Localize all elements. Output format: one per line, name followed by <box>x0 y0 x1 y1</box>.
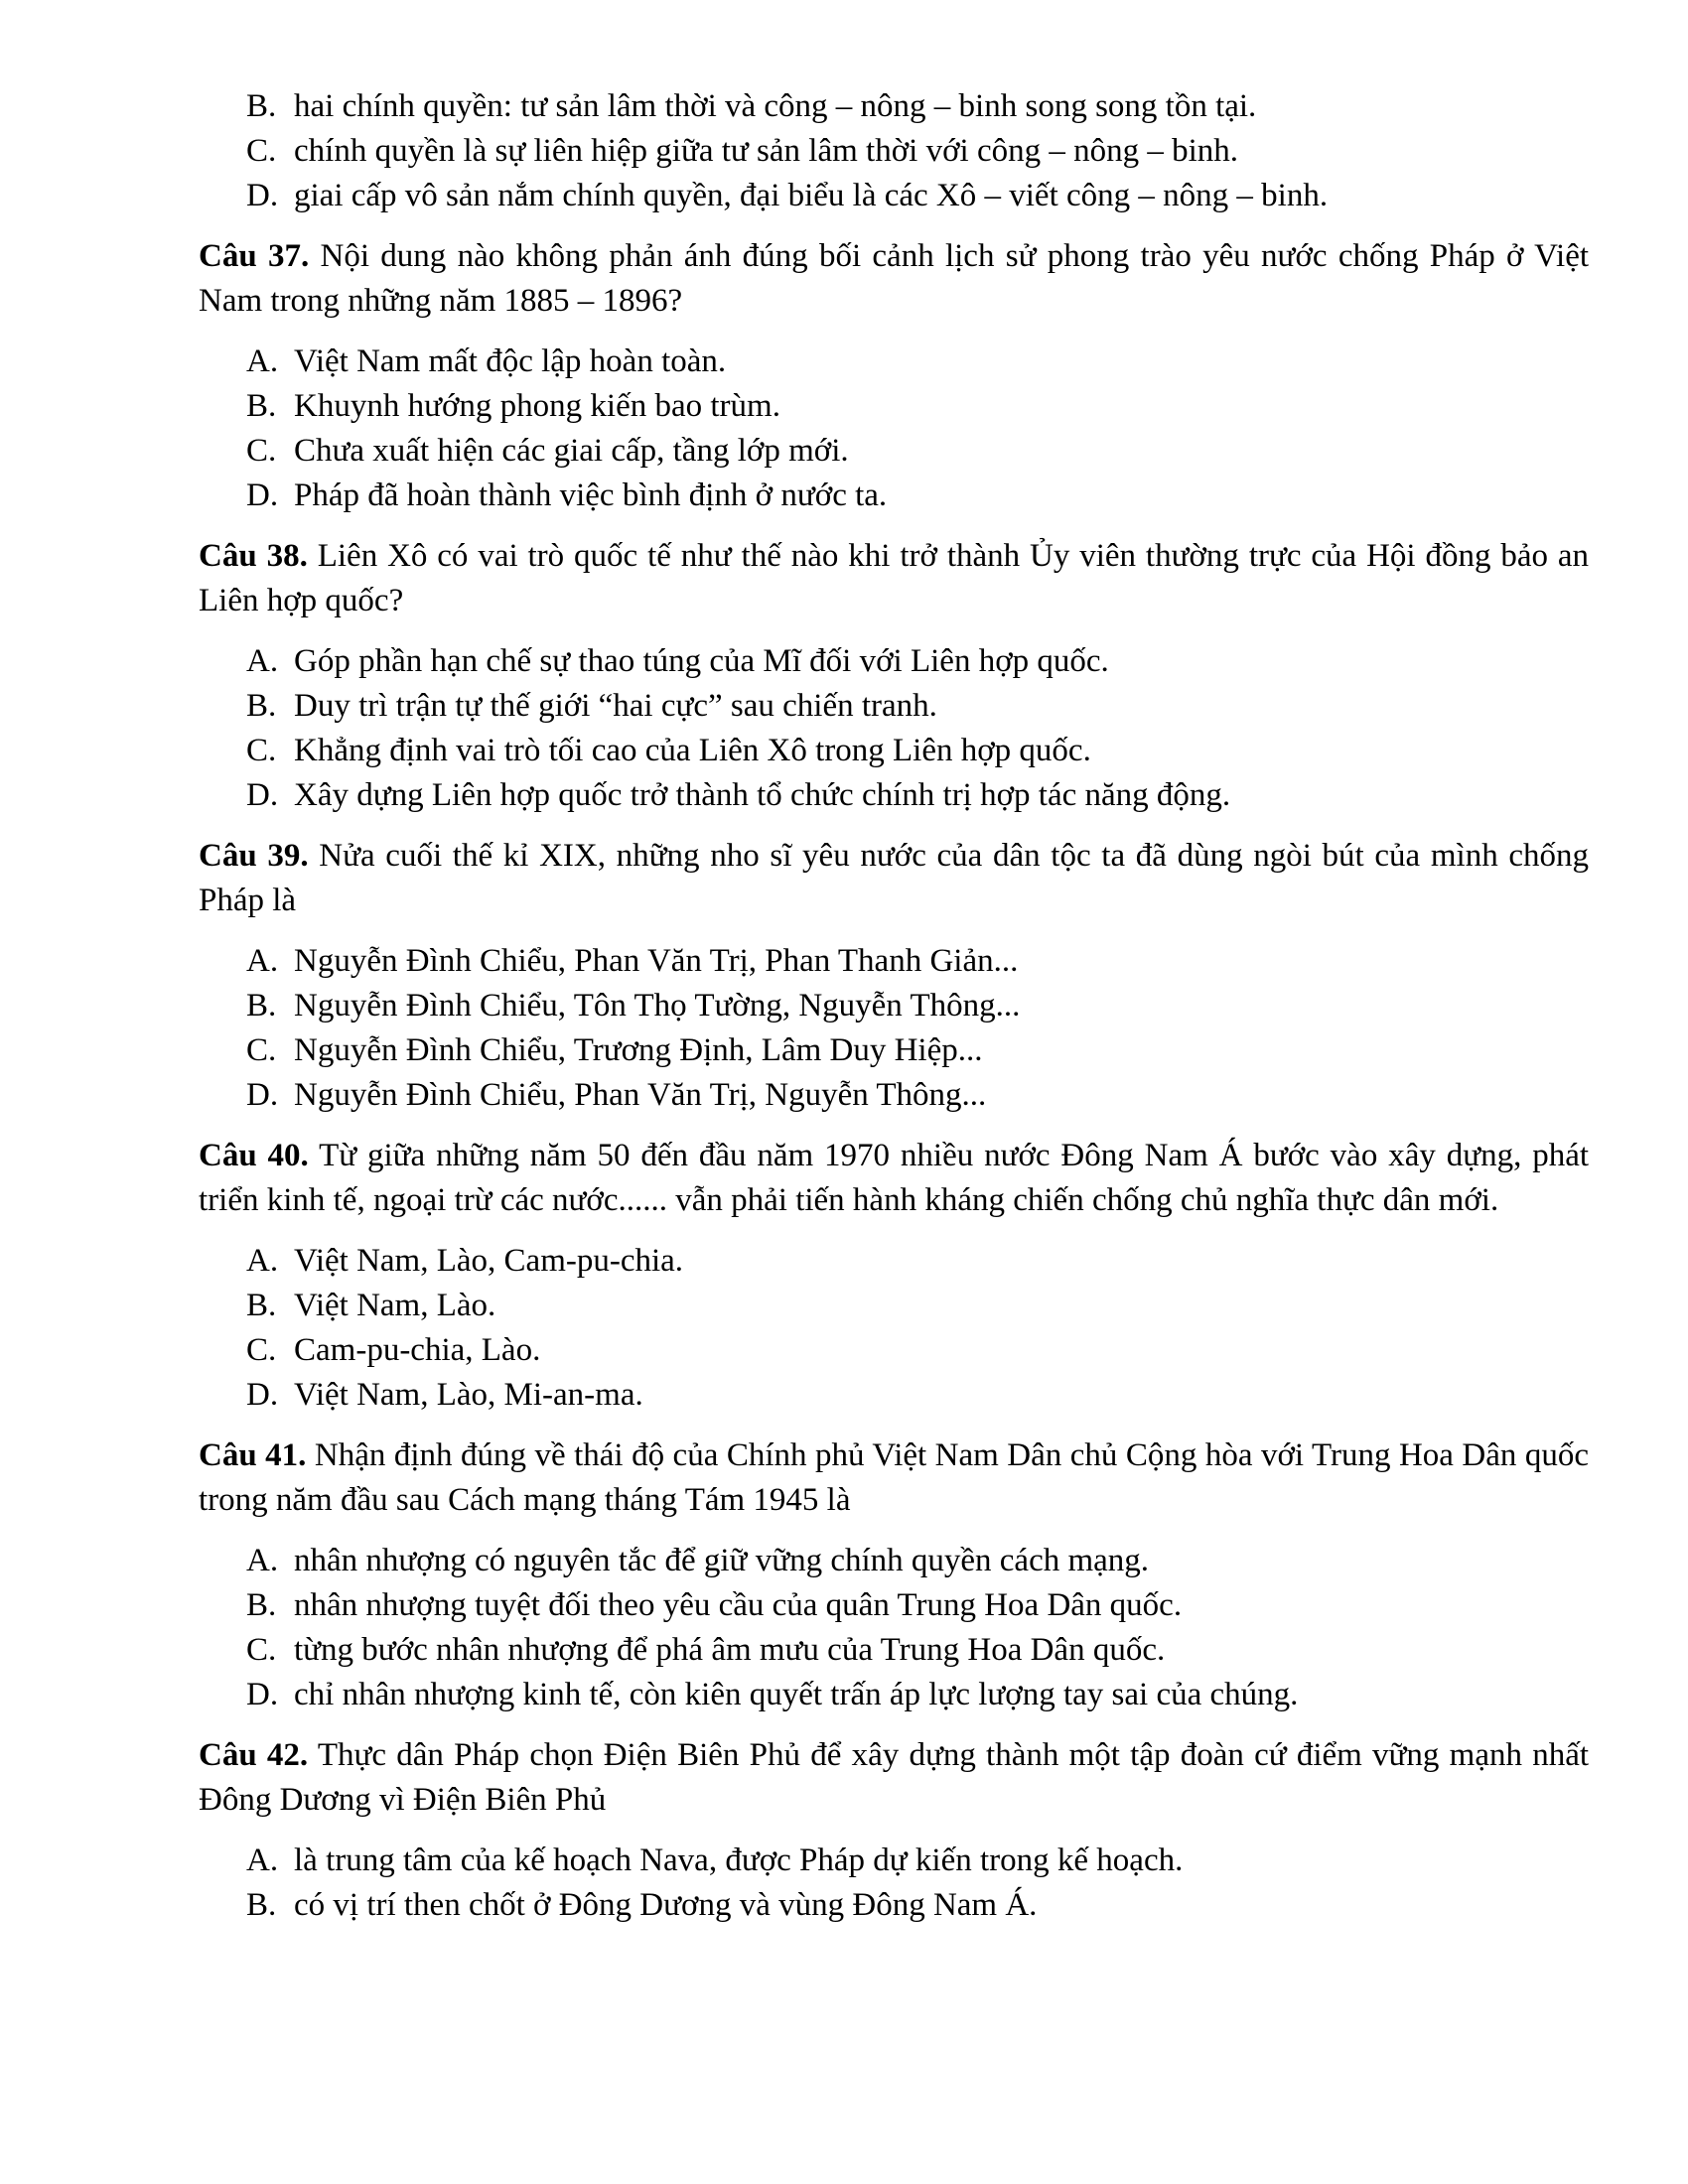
option-text: là trung tâm của kế hoạch Nava, được Pháp dự kiến trong kế hoạch. <box>294 1843 1184 1878</box>
option-a <box>246 639 1589 684</box>
option-letter: A. <box>246 1543 279 1578</box>
question-block <box>199 534 1589 818</box>
option-letter: D. <box>246 777 279 813</box>
answer-options <box>199 639 1589 818</box>
option-letter: D. <box>246 478 279 513</box>
option-letter: D. <box>246 1077 279 1113</box>
option-text: Nguyễn Đình Chiểu, Phan Văn Trị, Phan Thanh Giản... <box>294 943 1019 979</box>
option-text: Cam-pu-chia, Lào. <box>294 1332 541 1368</box>
option-text: Nguyễn Đình Chiểu, Phan Văn Trị, Nguyễn Thông... <box>294 1077 987 1113</box>
answer-options <box>199 1839 1589 1928</box>
option-b <box>246 1883 1589 1928</box>
option-d <box>246 773 1589 818</box>
option-text: giai cấp vô sản nắm chính quyền, đại biểu là các Xô – viết công – nông – binh. <box>294 178 1329 213</box>
option-text: Việt Nam, Lào, Cam-pu-chia. <box>294 1243 684 1279</box>
document-content <box>199 84 1589 1928</box>
option-text: Khẳng định vai trò tối cao của Liên Xô trong Liên hợp quốc. <box>294 733 1091 768</box>
answer-options <box>199 1539 1589 1717</box>
option-text: Nguyễn Đình Chiểu, Tôn Thọ Tường, Nguyễn Thông... <box>294 988 1021 1024</box>
option-text: Chưa xuất hiện các giai cấp, tầng lớp mới. <box>294 433 849 469</box>
option-a <box>246 1839 1589 1883</box>
option-c <box>246 429 1589 474</box>
option-c <box>246 1628 1589 1673</box>
question-stem <box>199 1733 1589 1823</box>
question-text: Nội dung nào không phản ánh đúng bối cảnh lịch sử phong trào yêu nước chống Pháp ở Việt Nam trong những năm 1885 – 1896? <box>199 238 1590 319</box>
question-number: Câu 37. <box>199 238 310 274</box>
option-text: Việt Nam, Lào, Mi-an-ma. <box>294 1377 643 1413</box>
option-letter: A. <box>246 343 279 379</box>
option-letter: D. <box>246 1377 279 1413</box>
option-b <box>246 384 1589 429</box>
option-text: Việt Nam, Lào. <box>294 1288 496 1323</box>
option-b <box>246 84 1589 129</box>
question-stem <box>199 1433 1589 1523</box>
question-block <box>199 834 1589 1118</box>
option-text: Khuynh hướng phong kiến bao trùm. <box>294 388 780 424</box>
option-letter: A. <box>246 1243 279 1279</box>
question-block <box>199 234 1589 518</box>
question-stem <box>199 834 1589 923</box>
option-d <box>246 1073 1589 1118</box>
option-a <box>246 1239 1589 1284</box>
answer-options <box>199 1239 1589 1418</box>
option-c <box>246 129 1589 174</box>
option-text: nhân nhượng có nguyên tắc để giữ vững chính quyền cách mạng. <box>294 1543 1150 1578</box>
leading-options <box>199 84 1589 218</box>
question-number: Câu 38. <box>199 538 308 574</box>
option-text: Pháp đã hoàn thành việc bình định ở nước ta. <box>294 478 888 513</box>
question-text: Từ giữa những năm 50 đến đầu năm 1970 nhiều nước Đông Nam Á bước vào xây dựng, phát triển kinh tế, ngoại trừ các nước...... vẫn phải tiến hành kháng chiến chống chủ nghĩa thực dân mới. <box>199 1138 1590 1218</box>
option-text: Xây dựng Liên hợp quốc trở thành tổ chức chính trị hợp tác năng động. <box>294 777 1231 813</box>
option-c <box>246 1028 1589 1073</box>
answer-options <box>199 340 1589 518</box>
option-a <box>246 1539 1589 1583</box>
question-block <box>199 1433 1589 1717</box>
option-letter: C. <box>246 733 277 768</box>
option-letter: D. <box>246 178 279 213</box>
option-text: Nguyễn Đình Chiểu, Trương Định, Lâm Duy Hiệp... <box>294 1032 983 1068</box>
option-c <box>246 1328 1589 1373</box>
option-text: có vị trí then chốt ở Đông Dương và vùng Đông Nam Á. <box>294 1887 1038 1923</box>
option-b <box>246 1284 1589 1328</box>
question-stem <box>199 534 1589 623</box>
option-text: chính quyền là sự liên hiệp giữa tư sản lâm thời với công – nông – binh. <box>294 133 1239 169</box>
option-text: nhân nhượng tuyệt đối theo yêu cầu của quân Trung Hoa Dân quốc. <box>294 1587 1183 1623</box>
question-block <box>199 1733 1589 1928</box>
question-number: Câu 39. <box>199 838 309 874</box>
option-letter: B. <box>246 1587 277 1623</box>
option-letter: C. <box>246 1032 277 1068</box>
option-b <box>246 984 1589 1028</box>
option-text: hai chính quyền: tư sản lâm thời và công – nông – binh song song tồn tại. <box>294 88 1257 124</box>
question-block <box>199 1134 1589 1418</box>
option-letter: B. <box>246 388 277 424</box>
option-letter: C. <box>246 433 277 469</box>
option-d <box>246 474 1589 518</box>
option-text: Duy trì trận tự thế giới “hai cực” sau chiến tranh. <box>294 688 937 724</box>
option-text: Góp phần hạn chế sự thao túng của Mĩ đối với Liên hợp quốc. <box>294 643 1109 679</box>
question-text: Nửa cuối thế kỉ XIX, những nho sĩ yêu nước của dân tộc ta đã dùng ngòi bút của mình chống Pháp là <box>199 838 1590 918</box>
option-text: từng bước nhân nhượng để phá âm mưu của Trung Hoa Dân quốc. <box>294 1632 1166 1668</box>
option-letter: B. <box>246 688 277 724</box>
question-text: Nhận định đúng về thái độ của Chính phủ Việt Nam Dân chủ Cộng hòa với Trung Hoa Dân quốc trong năm đầu sau Cách mạng tháng Tám 1945 là <box>199 1437 1590 1518</box>
option-b <box>246 1583 1589 1628</box>
option-letter: A. <box>246 943 279 979</box>
option-a <box>246 939 1589 984</box>
option-b <box>246 684 1589 729</box>
option-letter: B. <box>246 88 277 124</box>
option-text: Việt Nam mất độc lập hoàn toàn. <box>294 343 727 379</box>
option-d <box>246 1673 1589 1717</box>
question-stem <box>199 234 1589 324</box>
option-letter: A. <box>246 1843 279 1878</box>
option-letter: A. <box>246 643 279 679</box>
option-d <box>246 174 1589 218</box>
option-d <box>246 1373 1589 1418</box>
option-a <box>246 340 1589 384</box>
option-letter: D. <box>246 1677 279 1712</box>
question-number: Câu 40. <box>199 1138 309 1173</box>
question-number: Câu 41. <box>199 1437 307 1473</box>
question-text: Thực dân Pháp chọn Điện Biên Phủ để xây dựng thành một tập đoàn cứ điểm vững mạnh nhất Đông Dương vì Điện Biên Phủ <box>199 1737 1590 1818</box>
answer-options <box>199 939 1589 1118</box>
question-stem <box>199 1134 1589 1223</box>
option-letter: B. <box>246 1887 277 1923</box>
option-letter: B. <box>246 1288 277 1323</box>
option-c <box>246 729 1589 773</box>
option-letter: B. <box>246 988 277 1024</box>
option-text: chỉ nhân nhượng kinh tế, còn kiên quyết trấn áp lực lượng tay sai của chúng. <box>294 1677 1299 1712</box>
question-number: Câu 42. <box>199 1737 309 1773</box>
question-text: Liên Xô có vai trò quốc tế như thế nào khi trở thành Ủy viên thường trực của Hội đồng bảo an Liên hợp quốc? <box>199 538 1590 618</box>
option-letter: C. <box>246 1332 277 1368</box>
option-letter: C. <box>246 1632 277 1668</box>
option-letter: C. <box>246 133 277 169</box>
